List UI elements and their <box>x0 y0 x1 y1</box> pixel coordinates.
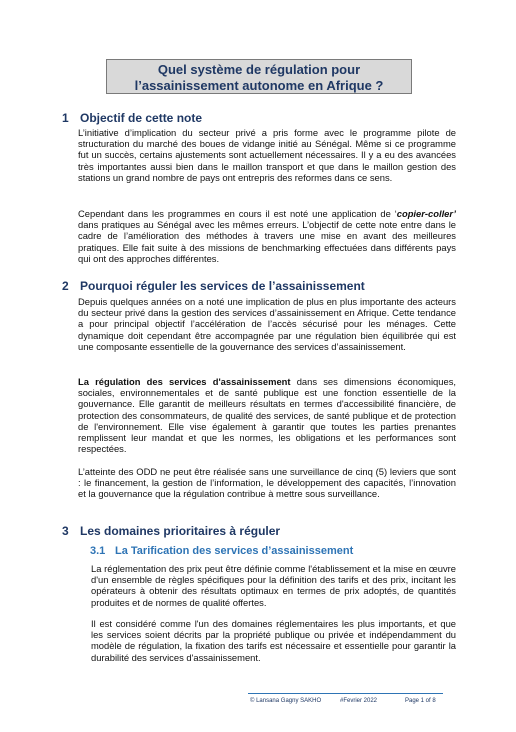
subsection-3-1-paragraph-2: Il est considéré comme l'un des domaines réglementaires les plus importants, et que les services soient décrits par la propriété publique ou privée et indépendamment du modèle de régulation, la fixation des tarifs est nécessaire et essentielle pour garantir la durabilité des services d'assainissement. <box>91 618 456 663</box>
section-2-heading <box>62 279 365 293</box>
section-1-title: Objectif de cette note <box>80 111 203 125</box>
subsection-3-1-number: 3.1 <box>90 545 106 557</box>
section-1-number: 1 <box>62 111 69 125</box>
footer-page-number: Page 1 of 8 <box>405 698 436 704</box>
footer-author: © Lansana Gagny SAKHO <box>250 698 322 704</box>
section-2-paragraph-3: L’atteinte des ODD ne peut être réalisée sans une surveillance de cinq (5) leviers que sont : le financement, la gestion de l’information, le développement des capacités, l’innovation et la gouvernance que la régulation contribue à mettre sous surveillance. <box>78 466 456 500</box>
section-2-paragraph-1: Depuis quelques années on a noté une implication de plus en plus importante des acteurs du secteur privé dans la gestion des services d’assainissement en Afrique. Cette tendance a pour principal objectif l’accélération de l’accès sécurisé pour les ménages. Cette dynamique doit cependant être accompagnée par une régulation bien équilibrée qui est une composante essentielle de la gouvernance des services d’assainissement. <box>78 296 456 352</box>
section-1-heading <box>62 111 202 125</box>
subsection-3-1-paragraph-1: La réglementation des prix peut être définie comme l'établissement et la mise en œuvre d'un ensemble de règles spécifiques pour la définition des tarifs et des prix, incitant les opérateurs à obtenir des résultats optimaux en termes de prix adoptés, de quantités produites et de normes de qualité offertes. <box>91 563 456 608</box>
title-line-2: l’assainissement autonome en Afrique ? <box>134 78 384 93</box>
section-1-paragraph-2: Cependant dans les programmes en cours il est noté une application de ‘copier-coller’ dans pratiques au Sénégal avec les mêmes erreurs. L’objectif de cette note entre dans le cadre de l’amélioration des méthodes à travers une mise en avant des meilleures pratiques. Elle fait suite à des missions de benchmarking effectuées dans différents pays qui ont des approches différentes. <box>78 208 456 264</box>
title-line-1: Quel système de régulation pour <box>157 62 361 77</box>
section-2-number: 2 <box>62 279 69 293</box>
emphasis-regulation: La régulation des services d'assainissement <box>78 376 291 387</box>
section-3-heading <box>62 524 280 538</box>
document-title-box <box>106 59 412 94</box>
footer-divider <box>248 693 443 694</box>
footer-date: #Fevrier 2022 <box>340 698 378 704</box>
emphasis-copier-coller: copier-coller’ <box>396 208 456 219</box>
section-3-title: Les domaines prioritaires à réguler <box>80 524 281 538</box>
section-3-number: 3 <box>62 524 69 538</box>
subsection-3-1-title: La Tarification des services d’assainissement <box>115 545 354 557</box>
section-1-paragraph-1: L’initiative d’implication du secteur privé a pris forme avec le programme pilote de structuration du marché des boues de vidange initié au Sénégal. Même si ce programme fut un succès, certains ajustements sont actuellement nécessaires. Il y a eu des avancées très importantes aussi bien dans le maillon transport et que dans le maillon gestion des stations un grand nombre de pays ont entrepris des reformes dans ce sens. <box>78 127 456 183</box>
section-2-title: Pourquoi réguler les services de l’assainissement <box>80 279 365 293</box>
section-2-paragraph-2: La régulation des services d'assainissement dans ses dimensions économiques, sociales, environnementales et de santé publique est une fonction essentielle de la gouvernance. Elle garantit de meilleurs résultats en termes d'accessibilité financière, de protection des consommateurs, de qualité des services, de santé publique et de protection de l'environnement. Elle vise également à garantir que toutes les parties prenantes remplissent leur mandat et que les normes, les obligations et les performances sont respectées. <box>78 376 456 455</box>
subsection-3-1-heading <box>90 545 353 558</box>
